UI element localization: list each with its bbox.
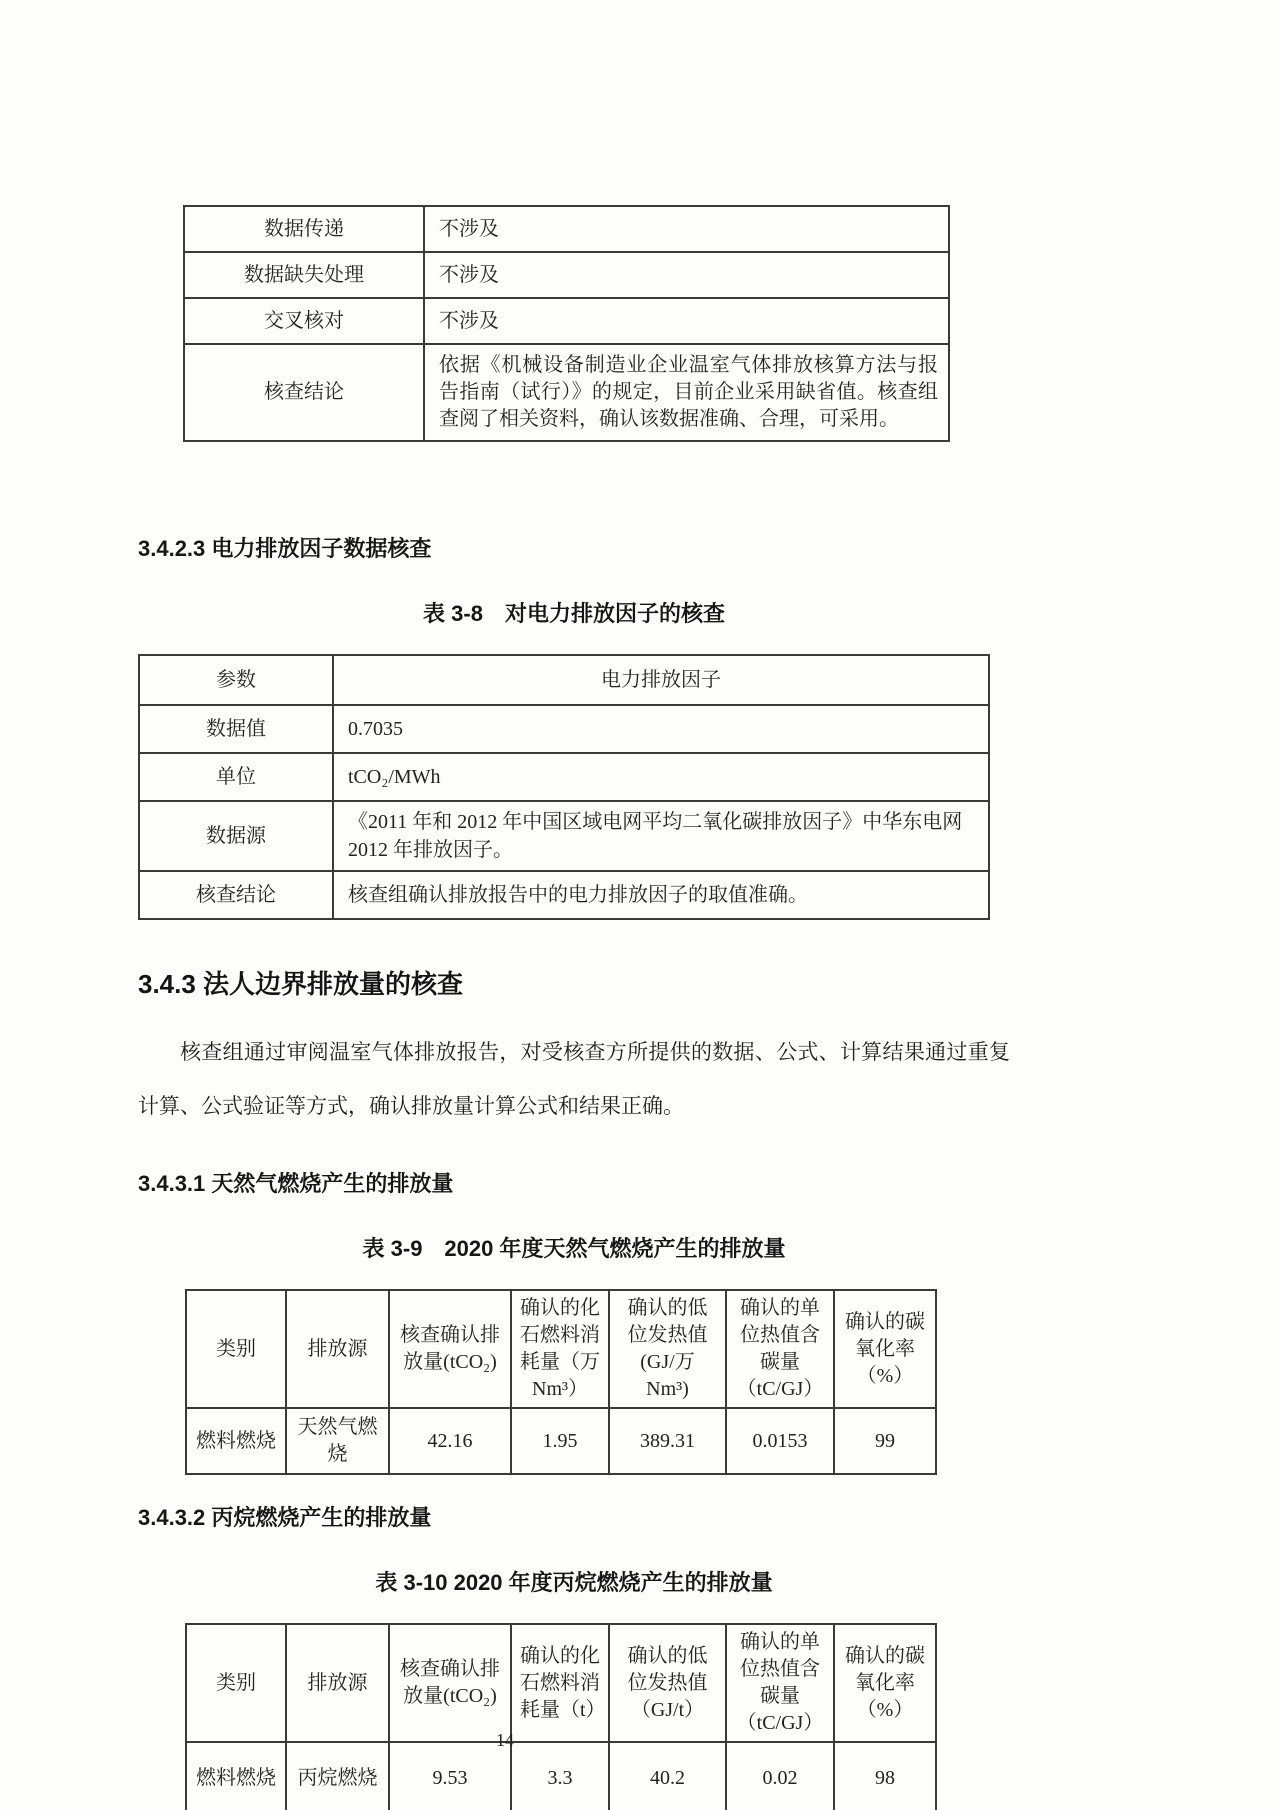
table-row <box>184 344 949 441</box>
table-row <box>139 871 989 919</box>
table-row <box>139 801 989 871</box>
cell-carbon-content: 0.0153 <box>726 1408 834 1474</box>
cell-category: 燃料燃烧 <box>186 1408 286 1474</box>
column-header-verified-emission: 核查确认排放量(tCO₂) <box>389 1624 511 1742</box>
table-header-row <box>186 1624 936 1742</box>
row-value: 不涉及 <box>424 206 949 252</box>
table-3-10-title: 表 3-10 2020 年度丙烷燃烧产生的排放量 <box>375 1570 773 1595</box>
column-header-calorific-value: 确认的低位发热值（GJ/t） <box>609 1624 726 1742</box>
table-row <box>186 1742 936 1810</box>
page-number: 14 <box>496 1730 514 1750</box>
row-label: 数据缺失处理 <box>184 252 424 298</box>
column-header-category: 类别 <box>186 1290 286 1408</box>
row-value: 核查组确认排放报告中的电力排放因子的取值准确。 <box>333 871 989 919</box>
table-3-8 <box>138 654 990 920</box>
cell-oxidation-rate: 99 <box>834 1408 936 1474</box>
cell-category: 燃料燃烧 <box>186 1742 286 1810</box>
cell-carbon-content: 0.02 <box>726 1742 834 1810</box>
table-row <box>184 298 949 344</box>
column-header-verified-emission: 核查确认排放量(tCO₂) <box>389 1290 511 1408</box>
table-3-9 <box>185 1289 937 1475</box>
column-header-param: 参数 <box>139 655 333 705</box>
table-3-9-title: 表 3-9 2020 年度天然气燃烧产生的排放量 <box>362 1236 786 1261</box>
column-header-category: 类别 <box>186 1624 286 1742</box>
row-label: 数据传递 <box>184 206 424 252</box>
row-value: 不涉及 <box>424 298 949 344</box>
cell-calorific-value: 389.31 <box>609 1408 726 1474</box>
column-header-oxidation-rate: 确认的碳氧化率（%） <box>834 1624 936 1742</box>
section-heading-3-4-3-1: 3.4.3.1 天然气燃烧产生的排放量 <box>138 1171 454 1196</box>
row-label: 数据值 <box>139 705 333 753</box>
cell-source: 天然气燃烧 <box>286 1408 389 1474</box>
section-heading-3-4-3-2: 3.4.3.2 丙烷燃烧产生的排放量 <box>138 1505 432 1530</box>
row-label: 核查结论 <box>139 871 333 919</box>
row-label: 单位 <box>139 753 333 801</box>
table-row <box>186 1408 936 1474</box>
table-row <box>139 705 989 753</box>
row-label: 交叉核对 <box>184 298 424 344</box>
table-header-row <box>139 655 989 705</box>
row-label: 数据源 <box>139 801 333 871</box>
table-row <box>184 252 949 298</box>
column-header-fuel-consumption: 确认的化石燃料消耗量（t） <box>511 1624 609 1742</box>
row-value: tCO₂/MWh <box>333 753 989 801</box>
cell-verified-emission: 9.53 <box>389 1742 511 1810</box>
page-content <box>138 0 1010 1810</box>
table-3-10 <box>185 1623 937 1810</box>
table-row <box>184 206 949 252</box>
row-value: 《2011 年和 2012 年中国区域电网平均二氧化碳排放因子》中华东电网 2012 年排放因子。 <box>333 801 989 871</box>
section-heading-3-4-3: 3.4.3 法人边界排放量的核查 <box>138 969 464 999</box>
column-header-source: 排放源 <box>286 1290 389 1408</box>
row-value: 依据《机械设备制造业企业温室气体排放核算方法与报告指南（试行）》的规定，目前企业采用缺省值。核查组查阅了相关资料，确认该数据准确、合理，可采用。 <box>424 344 949 441</box>
section-heading-3-4-2-3: 3.4.2.3 电力排放因子数据核查 <box>138 536 432 561</box>
cell-calorific-value: 40.2 <box>609 1742 726 1810</box>
column-header-carbon-content: 确认的单位热值含碳量（tC/GJ） <box>726 1624 834 1742</box>
cell-source: 丙烷燃烧 <box>286 1742 389 1810</box>
column-header-oxidation-rate: 确认的碳氧化率（%） <box>834 1290 936 1408</box>
column-header-carbon-content: 确认的单位热值含碳量（tC/GJ） <box>726 1290 834 1408</box>
cell-oxidation-rate: 98 <box>834 1742 936 1810</box>
row-label: 核查结论 <box>184 344 424 441</box>
column-header-value: 电力排放因子 <box>333 655 989 705</box>
table-header-row <box>186 1290 936 1408</box>
column-header-source: 排放源 <box>286 1624 389 1742</box>
section-3-4-3-paragraph: 核查组通过审阅温室气体排放报告，对受核查方所提供的数据、公式、计算结果通过重复计算、公式验证等方式，确认排放量计算公式和结果正确。 <box>138 1040 1010 1118</box>
data-quality-continuation-table <box>183 205 950 442</box>
cell-fuel-consumption: 1.95 <box>511 1408 609 1474</box>
row-value: 不涉及 <box>424 252 949 298</box>
column-header-fuel-consumption: 确认的化石燃料消耗量（万 Nm³） <box>511 1290 609 1408</box>
table-row <box>139 753 989 801</box>
table-3-8-title: 表 3-8 对电力排放因子的核查 <box>423 601 725 626</box>
cell-verified-emission: 42.16 <box>389 1408 511 1474</box>
cell-fuel-consumption: 3.3 <box>511 1742 609 1810</box>
row-value: 0.7035 <box>333 705 989 753</box>
column-header-calorific-value: 确认的低位发热值(GJ/万 Nm³) <box>609 1290 726 1408</box>
